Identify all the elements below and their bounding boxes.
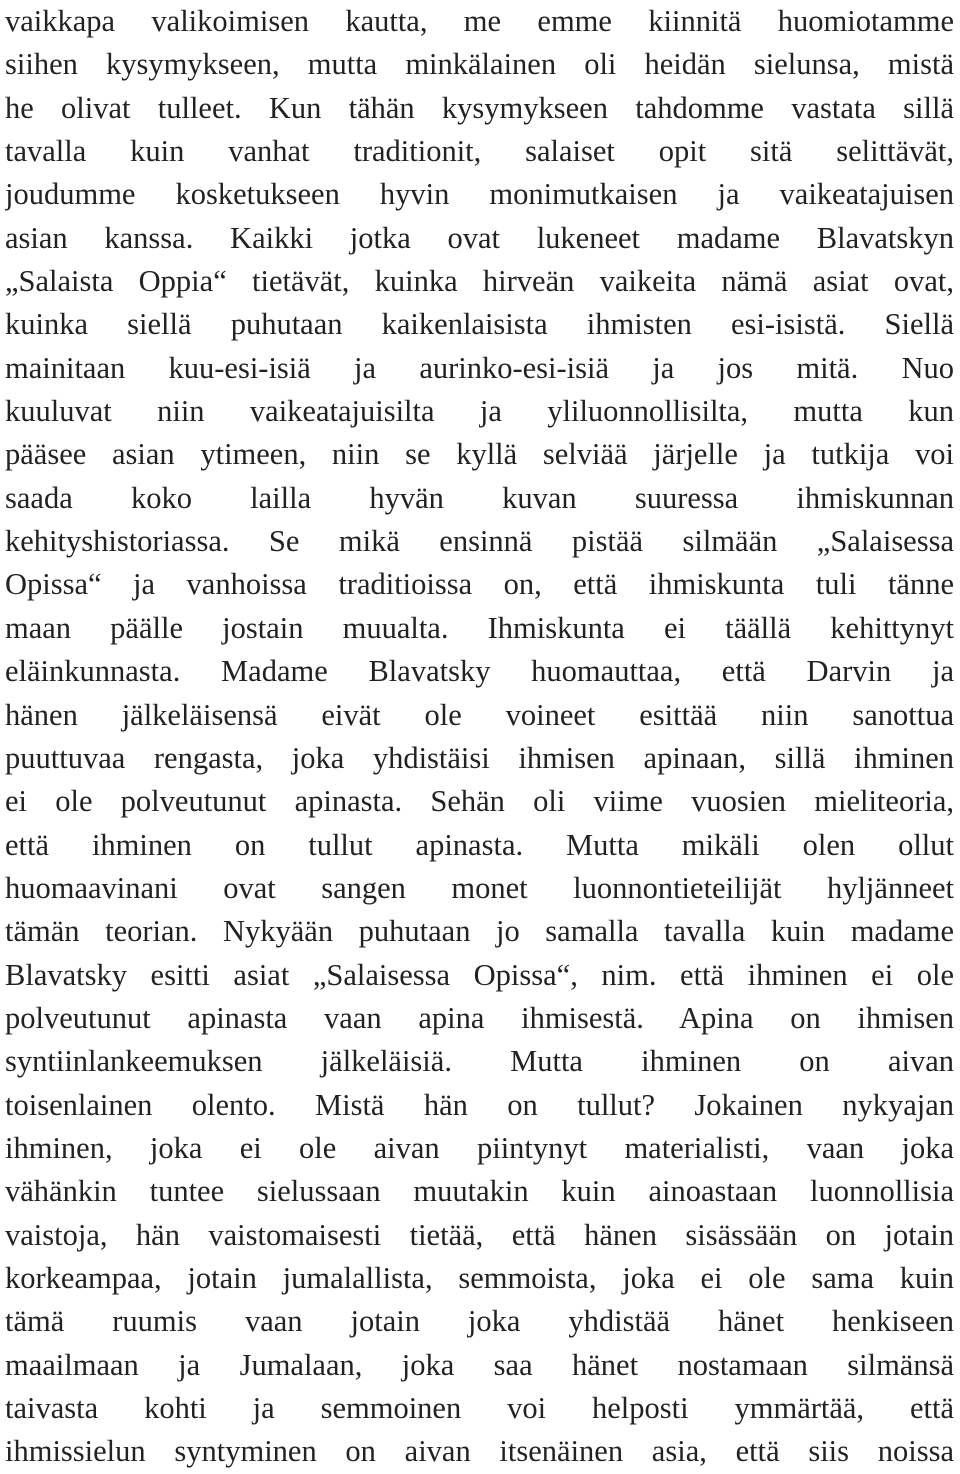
text-line: hänen jälkeläisensä eivät ole voineet esittää niin sanottua xyxy=(5,697,954,732)
text-line: maailmaan ja Jumalaan, joka saa hänet nostamaan silmänsä xyxy=(5,1347,954,1382)
text-line: ei ole polveutunut apinasta. Sehän oli viime vuosien mieliteoria, xyxy=(5,784,954,819)
text-line: ihminen, joka ei ole aivan piintynyt materialisti, vaan joka xyxy=(5,1130,954,1165)
text-line: tavalla kuin vanhat traditionit, salaiset opit sitä selittävät, xyxy=(5,134,954,169)
text-line: he olivat tulleet. Kun tähän kysymykseen tahdomme vastata sillä xyxy=(5,90,954,125)
text-line: taivasta kohti ja semmoinen voi helposti ymmärtää, että xyxy=(5,1391,954,1425)
text-line: mainitaan kuu-esi-isiä ja aurinko-esi-isiä ja jos mitä. Nuo xyxy=(5,350,954,385)
text-line: joudumme kosketukseen hyvin monimutkaisen ja vaikeatajuisen xyxy=(5,177,954,212)
text-line: Opissa“ ja vanhoissa traditioissa on, että ihmiskunta tuli tänne xyxy=(5,567,954,602)
text-line: asian kanssa. Kaikki jotka ovat lukeneet madame Blavatskyn xyxy=(5,220,954,255)
text-line: ihmissielun syntyminen on aivan itsenäinen asia, että siis noissa xyxy=(5,1434,954,1469)
text-line: maan päälle jostain muualta. Ihmiskunta ei täällä kehittynyt xyxy=(5,610,954,645)
text-line: eläinkunnasta. Madame Blavatsky huomauttaa, että Darvin ja xyxy=(5,654,954,689)
text-line: tämä ruumis vaan jotain joka yhdistää hänet henkiseen xyxy=(5,1304,954,1339)
text-line: kehityshistoriassa. Se mikä ensinnä pistää silmään „Salaisessa xyxy=(5,524,954,559)
text-line: siihen kysymykseen, mutta minkälainen oli heidän sielunsa, mistä xyxy=(5,47,954,82)
text-line: vähänkin tuntee sielussaan muutakin kuin ainoastaan luonnollisia xyxy=(5,1174,954,1209)
text-line: kuuluvat niin vaikeatajuisilta ja yliluonnollisilta, mutta kun xyxy=(5,394,954,429)
text-line: vaistoja, hän vaistomaisesti tietää, että hänen sisässään on jotain xyxy=(5,1217,954,1252)
text-line: syntiinlankeemuksen jälkeläisiä. Mutta ihminen on aivan xyxy=(5,1044,954,1079)
text-line: pääsee asian ytimeen, niin se kyllä selviää järjelle ja tutkija voi xyxy=(5,437,954,472)
text-line: korkeampaa, jotain jumalallista, semmoista, joka ei ole sama kuin xyxy=(5,1260,954,1295)
body-paragraph xyxy=(5,0,954,1474)
text-line: Blavatsky esitti asiat „Salaisessa Opissa“, nim. että ihminen ei ole xyxy=(5,957,954,992)
text-line: toisenlainen olento. Mistä hän on tullut? Jokainen nykyajan xyxy=(5,1087,954,1122)
text-line: huomaavinani ovat sangen monet luonnontieteilijät hyljänneet xyxy=(5,870,954,905)
text-line: polveutunut apinasta vaan apina ihmisestä. Apina on ihmisen xyxy=(5,1000,954,1035)
text-line: puuttuvaa rengasta, joka yhdistäisi ihmisen apinaan, sillä ihminen xyxy=(5,740,954,775)
text-line: että ihminen on tullut apinasta. Mutta mikäli olen ollut xyxy=(5,827,954,862)
text-line: vaikkapa valikoimisen kautta, me emme kiinnitä huomiotamme xyxy=(5,4,954,38)
text-line: tämän teorian. Nykyään puhutaan jo samalla tavalla kuin madame xyxy=(5,914,954,949)
text-line: saada koko lailla hyvän kuvan suuressa ihmiskunnan xyxy=(5,480,954,515)
text-line: kuinka siellä puhutaan kaikenlaisista ihmisten esi-isistä. Siellä xyxy=(5,307,954,342)
text-line: „Salaista Oppia“ tietävät, kuinka hirveän vaikeita nämä asiat ovat, xyxy=(5,264,954,299)
